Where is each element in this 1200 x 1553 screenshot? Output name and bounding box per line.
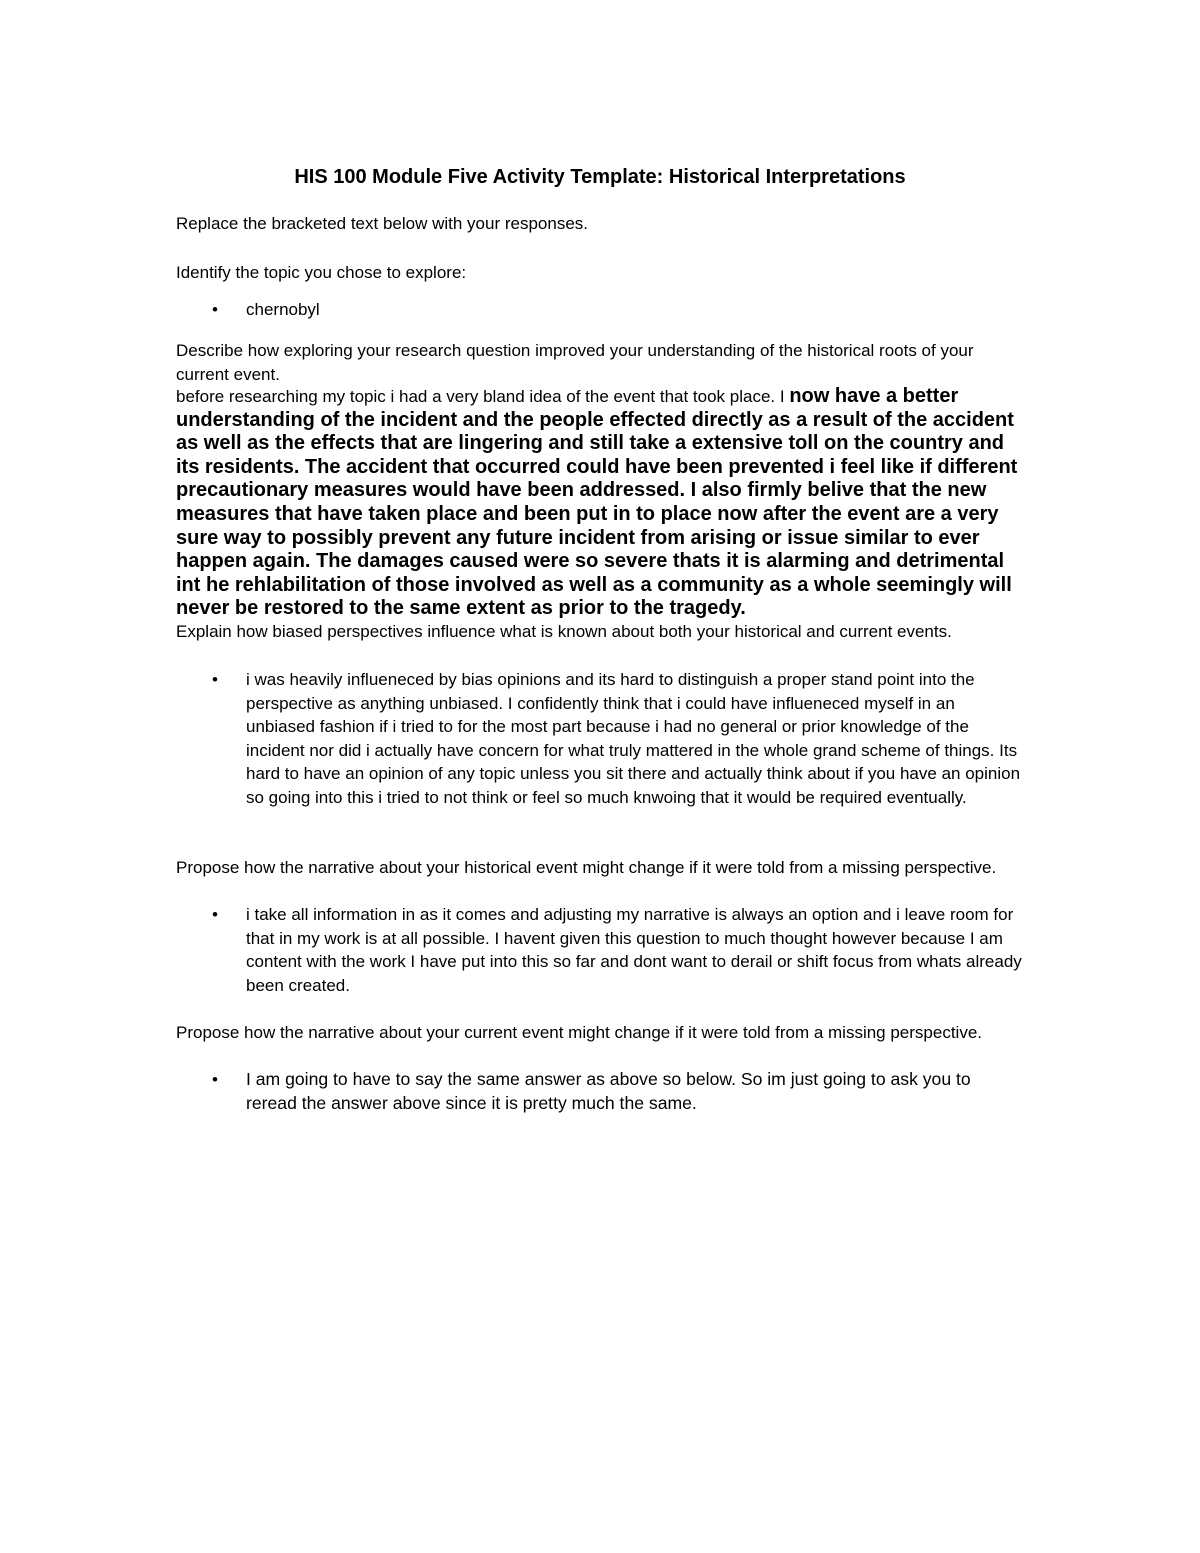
- historical-missing-answer: i take all information in as it comes and adjusting my narrative is always an option and i leave room for that in my work is at all possible. I havent given this question to much thought however because I am content with the work I have put into this so far and dont want to derail or shift focus from whats already been created.: [246, 905, 1022, 995]
- current-missing-answer: I am going to have to say the same answer as above so below. So im just going to ask you to reread the answer above since it is pretty much the same.: [246, 1069, 971, 1113]
- topic-prompt: Identify the topic you chose to explore:: [176, 263, 467, 282]
- research-answer: [176, 385, 1026, 621]
- research-prompt: Describe how exploring your research question improved your understanding of the historical roots of your current event.: [176, 341, 974, 384]
- current-missing-prompt: Propose how the narrative about your current event might change if it were told from a missing perspective.: [176, 1023, 983, 1042]
- topic-answer: chernobyl: [246, 300, 320, 319]
- historical-missing-prompt: Propose how the narrative about your historical event might change if it were told from a missing perspective.: [176, 858, 997, 877]
- bullet-icon: •: [212, 1070, 218, 1089]
- research-answer-lead: before researching my topic i had a very bland idea of the event that took place. I: [176, 387, 790, 406]
- bullet-icon: •: [212, 670, 218, 689]
- instructions-text: Replace the bracketed text below with your responses.: [176, 214, 589, 233]
- bias-answer: i was heavily influeneced by bias opinions and its hard to distinguish a proper stand point into the perspective as anything unbiased. I confidently think that i could have influeneced myself in an unbiased fashion if i tried to for the most part because i had no general or prior knowledge of the incident nor did i actually have concern for what truly mattered in the whole grand scheme of things. Its hard to have an opinion of any topic unless you sit there and actually think about if you have an opinion so going into this i tried to not think or feel so much knwoing that it would be required eventually.: [246, 670, 1021, 807]
- bullet-icon: •: [212, 905, 218, 924]
- research-answer-main: now have a better understanding of the incident and the people effected directly as a result of the accident as well as the effects that are lingering and still take a extensive toll on the country and its residents. The accident that occurred could have been prevented i feel like if different precautionary measures would have been addressed. I also firmly belive that the new measures that have taken place and been put in to place now after the event are a very sure way to possibly prevent any future incident from arising or issue similar to ever happen again. The damages caused were so severe thats it is alarming and detrimental int he rehlabilitation of those involved as well as a community as a whole seemingly will never be restored to the same extent as prior to the tragedy.: [176, 385, 1018, 620]
- bullet-icon: •: [212, 300, 218, 319]
- bias-prompt: Explain how biased perspectives influence what is known about both your historical and current events.: [176, 622, 952, 641]
- document-title: HIS 100 Module Five Activity Template: Historical Interpretations: [294, 166, 906, 188]
